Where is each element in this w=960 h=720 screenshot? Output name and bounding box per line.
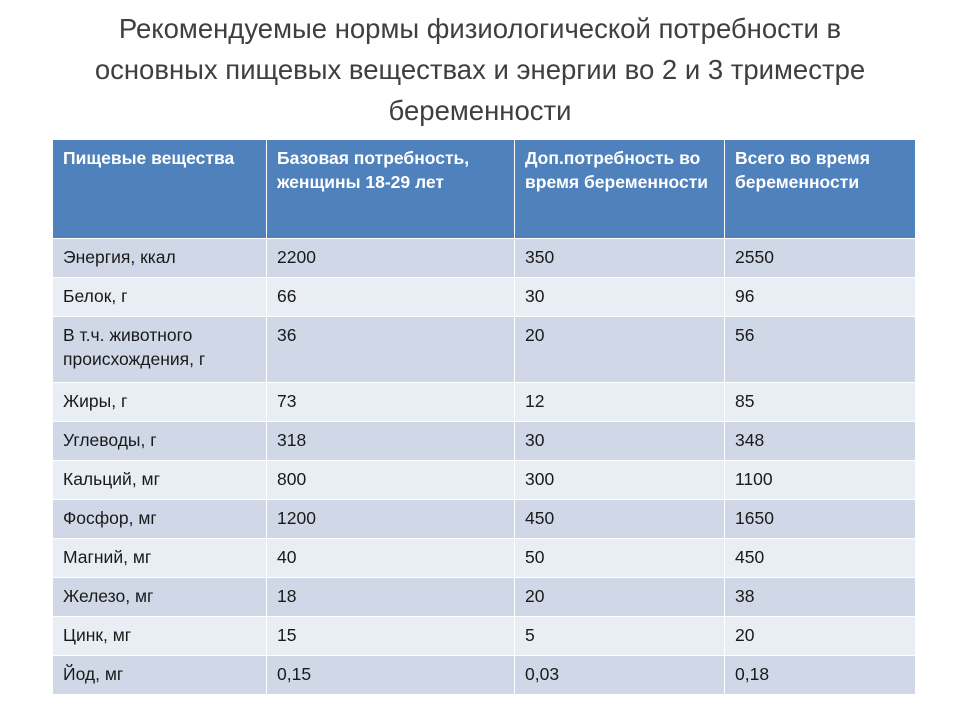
cell-total: 0,18	[725, 656, 916, 695]
cell-total: 1650	[725, 500, 916, 539]
table-row	[53, 317, 916, 383]
cell-total: 2550	[725, 239, 916, 278]
nutrition-table	[52, 139, 916, 695]
cell-nutrient: Железо, мг	[53, 578, 267, 617]
cell-total: 450	[725, 539, 916, 578]
cell-additional: 30	[515, 278, 725, 317]
cell-additional: 30	[515, 422, 725, 461]
table-body	[53, 239, 916, 695]
table-row	[53, 239, 916, 278]
table-row	[53, 422, 916, 461]
header-nutrient: Пищевые вещества	[53, 140, 267, 239]
cell-base: 36	[267, 317, 515, 383]
table-row	[53, 461, 916, 500]
cell-additional: 450	[515, 500, 725, 539]
cell-base: 66	[267, 278, 515, 317]
cell-base: 1200	[267, 500, 515, 539]
cell-nutrient: Йод, мг	[53, 656, 267, 695]
header-additional-need: Доп.потребность во время беременности	[515, 140, 725, 239]
cell-nutrient: В т.ч. животного происхождения, г	[53, 317, 267, 383]
cell-nutrient: Углеводы, г	[53, 422, 267, 461]
cell-base: 800	[267, 461, 515, 500]
cell-nutrient: Фосфор, мг	[53, 500, 267, 539]
table-row	[53, 383, 916, 422]
table-header	[53, 140, 916, 239]
cell-base: 73	[267, 383, 515, 422]
cell-total: 38	[725, 578, 916, 617]
cell-additional: 20	[515, 578, 725, 617]
header-total: Всего во время беременности	[725, 140, 916, 239]
table-row	[53, 656, 916, 695]
slide-title-line-3: беременности	[388, 95, 572, 126]
cell-additional: 5	[515, 617, 725, 656]
table-row	[53, 278, 916, 317]
cell-nutrient: Жиры, г	[53, 383, 267, 422]
cell-additional: 20	[515, 317, 725, 383]
slide-title-line-1: Рекомендуемые нормы физиологической потребности в	[118, 13, 842, 44]
cell-total: 348	[725, 422, 916, 461]
table-row	[53, 578, 916, 617]
cell-base: 40	[267, 539, 515, 578]
header-row	[53, 140, 916, 239]
cell-total: 1100	[725, 461, 916, 500]
cell-base: 0,15	[267, 656, 515, 695]
cell-total: 56	[725, 317, 916, 383]
cell-total: 85	[725, 383, 916, 422]
cell-nutrient: Магний, мг	[53, 539, 267, 578]
table-row	[53, 500, 916, 539]
cell-nutrient: Белок, г	[53, 278, 267, 317]
cell-base: 2200	[267, 239, 515, 278]
table-row	[53, 539, 916, 578]
cell-base: 318	[267, 422, 515, 461]
cell-nutrient: Кальций, мг	[53, 461, 267, 500]
cell-total: 96	[725, 278, 916, 317]
cell-additional: 12	[515, 383, 725, 422]
table-row	[53, 617, 916, 656]
header-base-need: Базовая потребность, женщины 18-29 лет	[267, 140, 515, 239]
cell-additional: 300	[515, 461, 725, 500]
cell-nutrient: Энергия, ккал	[53, 239, 267, 278]
slide-title	[60, 8, 900, 131]
cell-additional: 50	[515, 539, 725, 578]
cell-nutrient: Цинк, мг	[53, 617, 267, 656]
cell-additional: 350	[515, 239, 725, 278]
slide-title-line-2: основных пищевых веществах и энергии во 2 и 3 триместре	[94, 54, 866, 85]
cell-additional: 0,03	[515, 656, 725, 695]
cell-base: 18	[267, 578, 515, 617]
cell-base: 15	[267, 617, 515, 656]
cell-total: 20	[725, 617, 916, 656]
